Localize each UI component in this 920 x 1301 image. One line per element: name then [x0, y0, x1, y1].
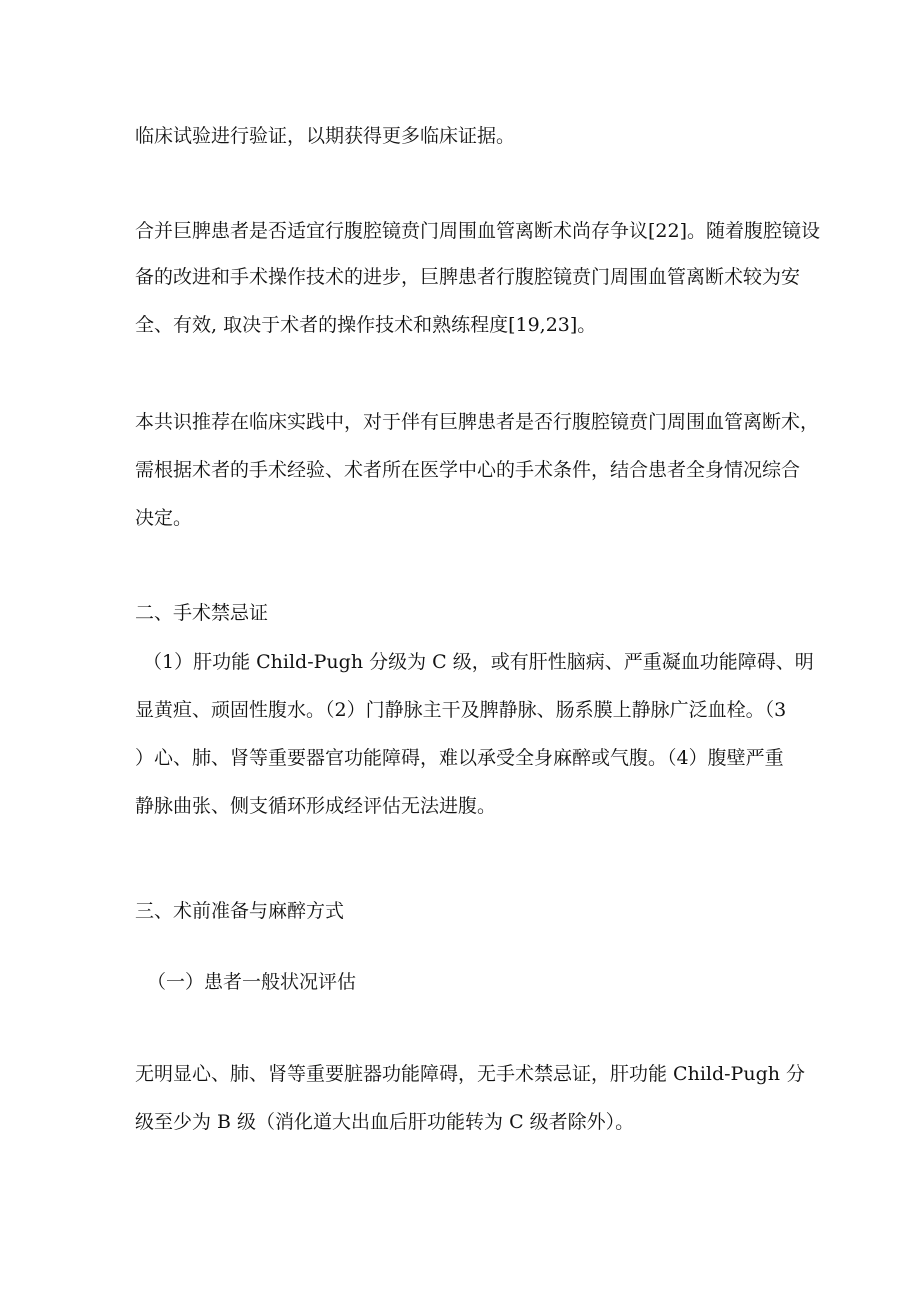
paragraph-line: 显黄疸、顽固性腹水。（2）门静脉主干及脾静脉、肠系膜上静脉广泛血栓。（3 [135, 699, 787, 721]
paragraph-line: 临床试验进行验证，以期获得更多临床证据。 [135, 125, 516, 147]
section-heading: 二、手术禁忌证 [135, 602, 269, 624]
paragraph-line: （1）肝功能 Child-Pugh 分级为 C 级，或有肝性脑病、严重凝血功能障碍、明 [143, 651, 814, 673]
subsection-heading: （一）患者一般状况评估 [147, 971, 357, 993]
paragraph-line: 备的改进和手术操作技术的进步，巨脾患者行腹腔镜贲门周围血管离断术较为安 [135, 266, 801, 288]
paragraph-line: 全、有效, 取决于术者的操作技术和熟练程度[19,23]。 [135, 314, 597, 336]
paragraph-line: 决定。 [135, 507, 193, 529]
paragraph-line: ）心、肺、肾等重要器官功能障碍，难以承受全身麻醉或气腹。（4）腹壁严重 [135, 747, 784, 769]
paragraph-line: 无明显心、肺、肾等重要脏器功能障碍，无手术禁忌证，肝功能 Child-Pugh 分 [135, 1063, 806, 1085]
section-heading: 三、术前准备与麻醉方式 [135, 900, 345, 922]
paragraph-line: 本共识推荐在临床实践中，对于伴有巨脾患者是否行腹腔镜贲门周围血管离断术， [135, 411, 820, 433]
paragraph-line: 级至少为 B 级（消化道大出血后肝功能转为 C 级者除外）。 [135, 1111, 635, 1133]
paragraph-line: 合并巨脾患者是否适宜行腹腔镜贲门周围血管离断术尚存争议[22]。随着腹腔镜设 [135, 220, 821, 242]
paragraph-line: 静脉曲张、侧支循环形成经评估无法进腹。 [135, 795, 497, 817]
paragraph-line: 需根据术者的手术经验、术者所在医学中心的手术条件，结合患者全身情况综合 [135, 459, 801, 481]
